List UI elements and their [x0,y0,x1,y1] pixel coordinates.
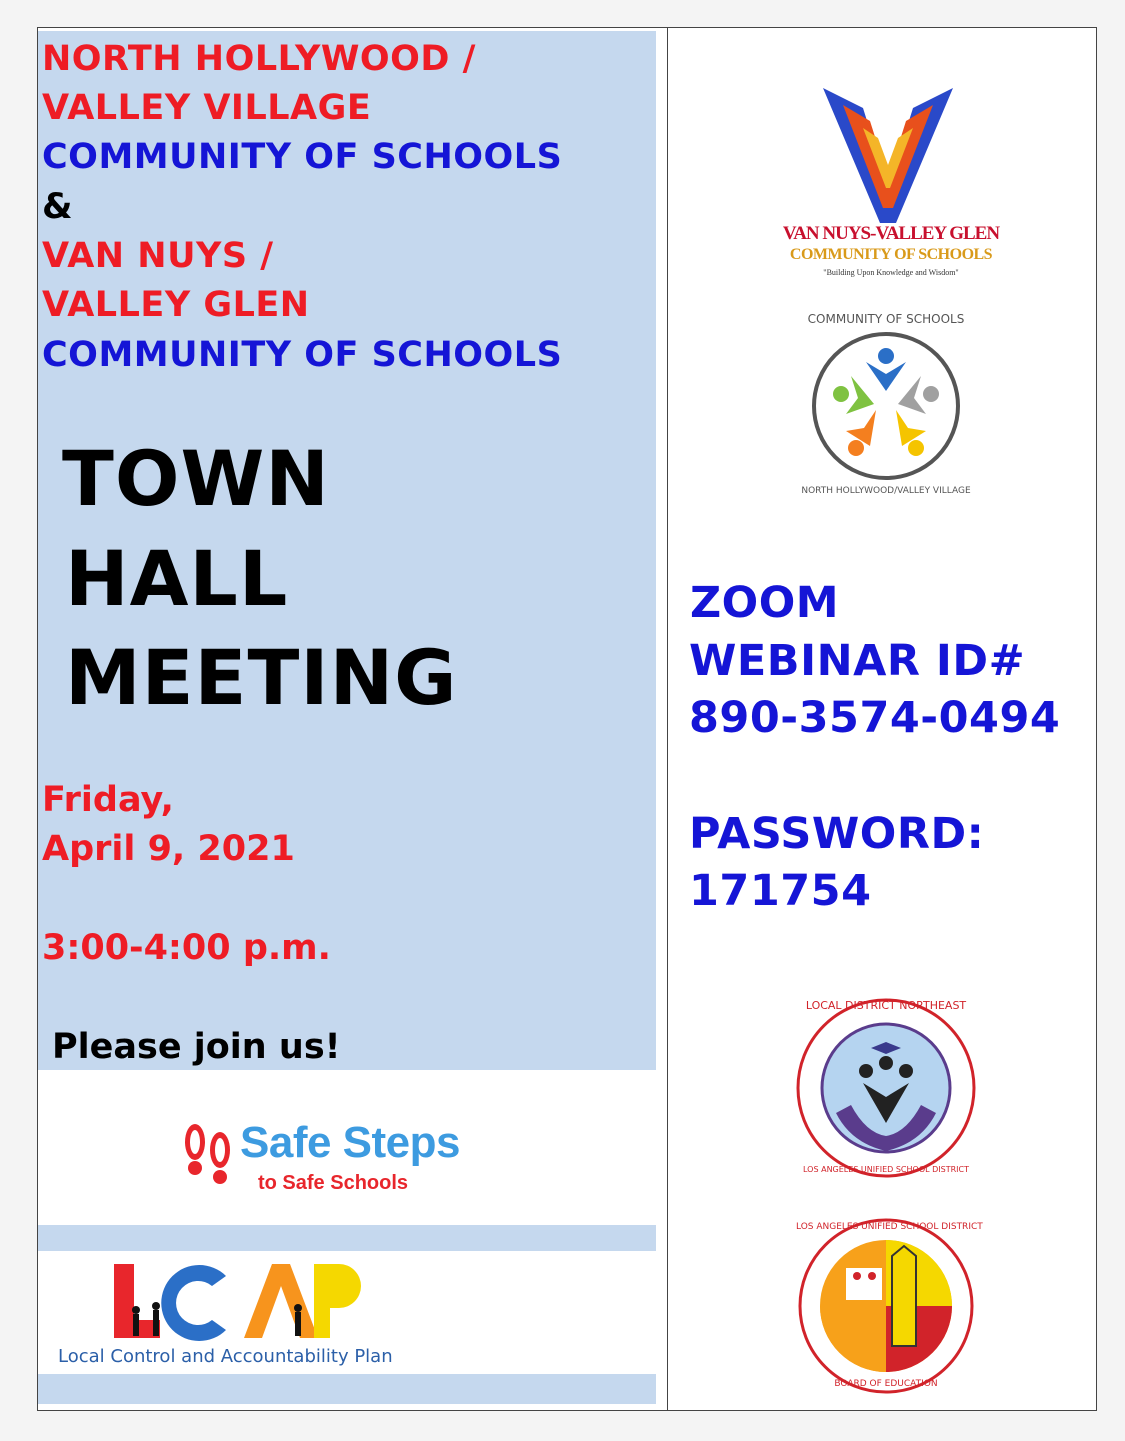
vnvg-name: VAN NUYS-VALLEY GLEN [782,223,1000,244]
title-meeting: MEETING [65,633,458,722]
heading-ampersand: & [42,187,74,227]
nhvv-logo [786,306,986,506]
ldne-bottom-text: LOS ANGELES UNIFIED SCHOOL DISTRICT [803,1165,969,1174]
heading-valley-village: VALLEY VILLAGE [42,88,372,128]
lcap-subtitle: Local Control and Accountability Plan [58,1346,393,1367]
lausd-bottom-text: BOARD OF EDUCATION [834,1379,938,1389]
join-message: Please join us! [52,1027,341,1067]
password-label: PASSWORD: [689,809,985,859]
heading-van-nuys: VAN NUYS / [42,236,274,276]
event-day: Friday, [42,780,174,820]
heading-community-of-schools-2: COMMUNITY OF SCHOOLS [42,335,563,375]
nhvv-emblem-icon [786,306,986,506]
safe-steps-logo [180,1118,510,1198]
heading-north-hollywood: NORTH HOLLYWOOD / [42,39,476,79]
safe-schools-text: to Safe Schools [258,1172,409,1194]
zoom-label: ZOOM [690,578,840,628]
heading-community-of-schools-1: COMMUNITY OF SCHOOLS [42,137,563,177]
heading-valley-glen: VALLEY GLEN [42,285,310,325]
column-divider [667,28,668,1411]
event-date: April 9, 2021 [42,829,295,869]
lausd-seal-icon [796,1216,983,1396]
lcap-logo [56,1258,416,1368]
webinar-label: WEBINAR ID# [689,636,1026,686]
title-town: TOWN [62,434,330,523]
footprints-icon [180,1120,240,1190]
title-hall: HALL [65,534,289,623]
ldne-emblem-icon [791,993,981,1183]
vnvg-community: COMMUNITY OF SCHOOLS [789,246,993,263]
lausd-seal-logo [796,1216,983,1396]
nhvv-top-text: COMMUNITY OF SCHOOLS [807,312,965,326]
ldne-logo [791,993,981,1183]
nhvv-bottom-text: NORTH HOLLYWOOD/VALLEY VILLAGE [801,486,971,496]
ldne-top-text: LOCAL DISTRICT NORTHEAST [805,999,967,1012]
lcap-letters-icon [114,1260,364,1342]
lausd-top-text: LOS ANGELES UNIFIED SCHOOL DISTRICT [796,1222,983,1232]
flyer-sheet [37,27,1097,1411]
vnvg-tagline: "Building Upon Knowledge and Wisdom" [823,268,959,277]
blue-strip [38,1225,656,1251]
event-time: 3:00-4:00 p.m. [42,928,331,968]
vnvg-v-emblem-icon [818,83,958,223]
vnvg-logo [781,83,1001,288]
password-value: 171754 [689,866,872,916]
safe-steps-text: Safe Steps [240,1118,460,1167]
webinar-id: 890-3574-0494 [689,693,1061,743]
blue-strip [38,1374,656,1404]
